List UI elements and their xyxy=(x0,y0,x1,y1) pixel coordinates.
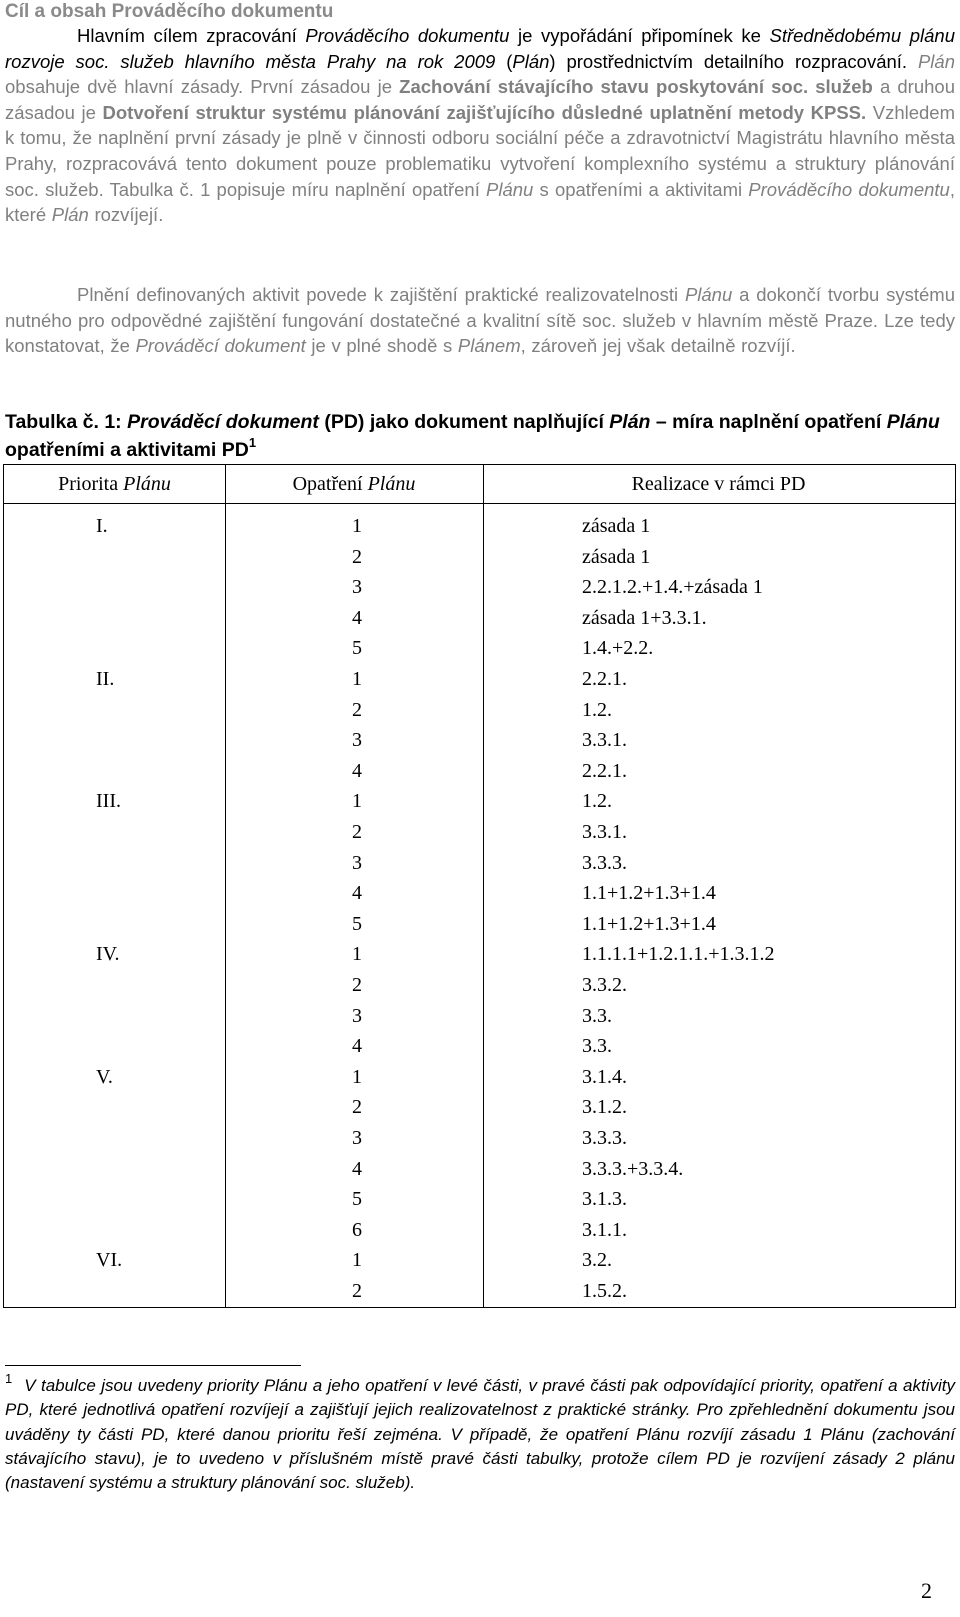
cell-priority: II. xyxy=(96,668,115,690)
cell-realization: 1.1.1.1+1.2.1.1.+1.3.1.2 xyxy=(582,943,775,966)
cell-realization: 3.3.1. xyxy=(582,821,627,843)
cell-realization: 3.3.3.+3.3.4. xyxy=(582,1157,684,1180)
header-realization: Realizace v rámci PD xyxy=(631,473,806,495)
table-row xyxy=(4,786,955,817)
text-run: , zároveň jej však detailně rozvíjí. xyxy=(520,335,796,357)
text-run: Plnění definovaných aktivit povede k zajištění praktické realizovatelnosti xyxy=(77,284,685,305)
table-row xyxy=(4,695,955,726)
text-run-italic: Plán xyxy=(51,204,89,226)
paragraph-intro xyxy=(5,23,955,228)
cell-realization: 2.2.1. xyxy=(582,668,627,690)
cell-priority: V. xyxy=(96,1065,113,1088)
footnote xyxy=(5,1371,955,1495)
cell-realization: 3.1.4. xyxy=(582,1065,627,1088)
text-run-bold: Zachování stávajícího stavu poskytování soc. služeb xyxy=(399,76,873,98)
header-text-italic: Plánu xyxy=(367,473,416,495)
table-row xyxy=(4,848,955,879)
cell-realization: 2.2.1. xyxy=(582,759,627,782)
table-row xyxy=(4,1184,955,1215)
table-header-divider xyxy=(4,503,955,504)
table-row xyxy=(4,511,955,542)
text-run: a druhou zásadou je xyxy=(5,76,955,123)
table-row xyxy=(4,1276,955,1307)
cell-realization: 3.1.2. xyxy=(582,1096,627,1119)
cell-measure: 1 xyxy=(352,1249,362,1272)
cell-measure: 2 xyxy=(352,545,362,568)
text-run-italic: Střednědobému plánu rozvoje soc. služeb hlavního města Prahy na rok 2009 xyxy=(5,25,956,72)
table-row xyxy=(4,603,955,634)
cell-measure: 3 xyxy=(352,851,362,874)
caption-run: opatřeními a aktivitami PD xyxy=(5,439,249,461)
text-run-bold: Dotvoření struktur systému plánování zajišťujícího důsledné uplatnění metody KPSS. xyxy=(102,101,867,123)
header-text: Priorita xyxy=(58,473,124,495)
table-row xyxy=(4,1245,955,1276)
text-run-italic: Prováděcího dokumentu xyxy=(748,178,950,200)
cell-realization: 1.2. xyxy=(582,790,612,813)
text-run: Hlavním cílem zpracování xyxy=(77,25,306,46)
table-row xyxy=(4,970,955,1001)
table-row xyxy=(4,817,955,848)
table-row xyxy=(4,1215,955,1246)
table-row xyxy=(4,542,955,573)
text-run: je vypořádání připomínek ke xyxy=(509,25,770,46)
header-text-italic: Plánu xyxy=(123,473,171,495)
cell-priority: III. xyxy=(96,790,121,813)
cell-measure: 4 xyxy=(352,882,362,905)
cell-measure: 3 xyxy=(352,729,362,752)
table-row xyxy=(4,1001,955,1032)
table-row xyxy=(4,1092,955,1123)
cell-realization: 1.2. xyxy=(582,698,612,721)
table-row xyxy=(4,664,955,695)
caption-run: – míra naplnění opatření xyxy=(650,411,887,433)
text-run-italic: Prováděcího dokumentu xyxy=(305,25,510,46)
table-row xyxy=(4,572,955,603)
table-row xyxy=(4,878,955,909)
table-row xyxy=(4,1154,955,1185)
text-run-italic: Plán xyxy=(512,50,550,72)
cell-realization: 3.3. xyxy=(582,1004,612,1027)
cell-measure: 4 xyxy=(352,606,362,629)
cell-measure: 4 xyxy=(352,1035,362,1058)
caption-run: Tabulka č. 1: xyxy=(5,411,128,433)
cell-measure: 1 xyxy=(352,943,362,966)
footnote-text: V tabulce jsou uvedeny priority Plánu a jeho opatření v levé části, v pravé části pak odpovídající priority, opatření a aktivity PD, které jednotlivá opatření rozvíjejí a zajišťují jejich realizovatelnost z praktické stránky. Pro zpřehlednění dokumentu jsou uváděny ty části PD, které danou prioritu řeší zejména. V případě, že opatření Plánu rozvíjí zásadu 1 Plánu (zachování stávajícího stavu), je to uvedeno v příslušném místě pravé části tabulky, protože cílem PD je rozvíjení zásady 2 plánu (nastavení systému a struktury plánování soc. služeb). xyxy=(5,1376,955,1493)
page-number: 2 xyxy=(921,1578,932,1603)
cell-realization: 3.3.3. xyxy=(582,851,627,874)
table-row xyxy=(4,1031,955,1062)
footnote-reference: 1 xyxy=(248,435,257,450)
text-run-italic: Plánu xyxy=(684,284,733,305)
cell-measure: 5 xyxy=(352,1188,362,1211)
table-row xyxy=(4,909,955,940)
cell-realization: 1.1+1.2+1.3+1.4 xyxy=(582,882,716,905)
caption-run-italic: Plán xyxy=(609,411,651,433)
table-row xyxy=(4,633,955,664)
footnote-mark: 1 xyxy=(5,1371,13,1386)
cell-realization: 3.3.3. xyxy=(582,1127,627,1149)
text-run: , které xyxy=(5,178,955,226)
cell-realization: zásada 1 xyxy=(582,545,651,568)
cell-measure: 4 xyxy=(352,1157,362,1180)
cell-measure: 1 xyxy=(352,668,362,690)
cell-measure: 5 xyxy=(352,912,362,935)
cell-realization: 2.2.1.2.+1.4.+zásada 1 xyxy=(582,576,763,599)
cell-realization: 1.1+1.2+1.3+1.4 xyxy=(582,912,716,935)
cell-measure: 1 xyxy=(352,1065,362,1088)
table-caption xyxy=(5,408,955,464)
table-row xyxy=(4,1062,955,1093)
text-run: s opatřeními a aktivitami xyxy=(533,178,749,200)
cell-measure: 3 xyxy=(352,1004,362,1027)
text-run: je v plné shodě s xyxy=(305,335,458,357)
text-run: obsahuje dvě hlavní zásady. První zásadou je xyxy=(5,76,400,98)
text-run: Vzhledem k tomu, že naplnění první zásady je plně v činnosti odboru sociální péče a zdravotnictví Magistrátu hlavního města Prahy, rozpracovává tento dokument pouze problematiku vytvoření komplexního systému a struktury plánování soc. služeb. Tabulka č. 1 popisuje míru naplnění opatření xyxy=(5,101,956,200)
footnote-separator xyxy=(5,1365,301,1366)
text-run: ( xyxy=(495,50,513,72)
priority-table xyxy=(3,464,956,1308)
cell-measure: 3 xyxy=(352,1127,362,1149)
cell-realization: 3.3.1. xyxy=(582,729,627,752)
cell-realization: 3.3.2. xyxy=(582,974,627,996)
cell-measure: 2 xyxy=(352,821,362,843)
cell-measure: 2 xyxy=(352,698,362,721)
cell-measure: 1 xyxy=(352,515,362,537)
text-run-italic: Plánem xyxy=(457,335,521,357)
cell-measure: 4 xyxy=(352,759,362,782)
text-run-italic: Plán xyxy=(917,50,955,72)
cell-measure: 2 xyxy=(352,1096,362,1119)
cell-realization: zásada 1 xyxy=(582,515,651,537)
caption-run-italic: Plánu xyxy=(886,411,940,433)
cell-measure: 6 xyxy=(352,1218,362,1241)
text-run-italic: Prováděcí dokument xyxy=(135,335,306,357)
cell-priority: IV. xyxy=(96,943,120,966)
table-row xyxy=(4,939,955,970)
cell-realization: 3.3. xyxy=(582,1035,612,1058)
header-measure xyxy=(225,469,483,499)
cell-priority: I. xyxy=(96,515,108,537)
section-heading: Cíl a obsah Prováděcího dokumentu xyxy=(5,1,334,22)
table-row xyxy=(4,725,955,756)
paragraph-conclusion xyxy=(5,282,955,359)
cell-priority: VI. xyxy=(96,1249,123,1272)
cell-realization: 1.4.+2.2. xyxy=(582,637,654,660)
cell-measure: 2 xyxy=(352,974,362,996)
cell-realization: 1.5.2. xyxy=(582,1280,627,1302)
caption-run-italic: Prováděcí dokument xyxy=(127,411,319,433)
text-run: ) prostřednictvím detailního rozpracování. xyxy=(549,50,918,72)
cell-measure: 3 xyxy=(352,576,362,599)
cell-realization: 3.1.3. xyxy=(582,1188,627,1211)
text-run: rozvíjejí. xyxy=(88,204,164,226)
cell-realization: zásada 1+3.3.1. xyxy=(582,606,707,629)
text-run-italic: Plánu xyxy=(486,178,534,200)
cell-measure: 5 xyxy=(352,637,362,660)
cell-measure: 1 xyxy=(352,790,362,813)
cell-realization: 3.1.1. xyxy=(582,1218,627,1241)
text-run: a dokončí tvorbu systému nutného pro odpovědné zajištění fungování dostatečné a kvalitní sítě soc. služeb v hlavním městě Praze. Lze tedy konstatovat, že xyxy=(5,284,955,357)
cell-measure: 2 xyxy=(352,1280,362,1302)
cell-realization: 3.2. xyxy=(582,1249,612,1272)
table-row xyxy=(4,1123,955,1154)
table-row xyxy=(4,756,955,787)
caption-run: (PD) jako dokument naplňující xyxy=(318,411,610,433)
header-text: Opatření xyxy=(292,473,368,495)
header-priority xyxy=(4,469,225,499)
